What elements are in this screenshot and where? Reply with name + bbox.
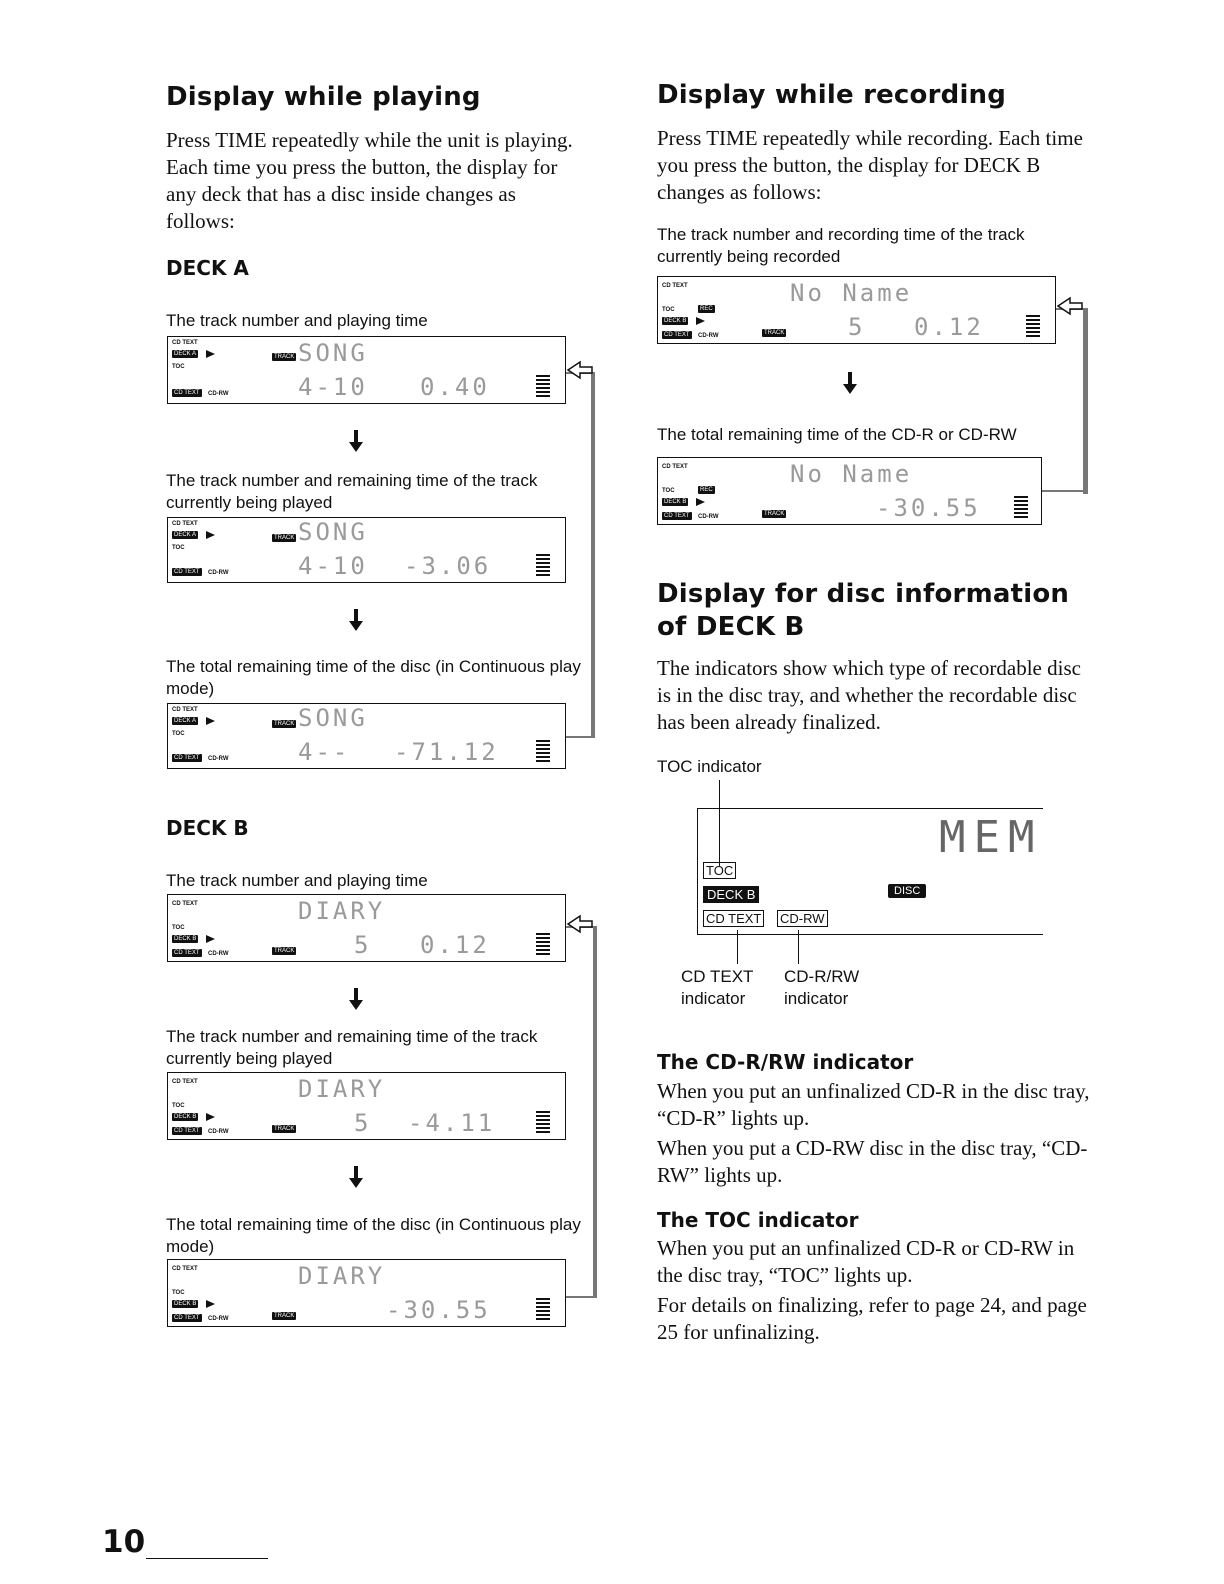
deck-a-step3-caption: The total remaining time of the disc (in Continuous play mode)	[166, 657, 581, 698]
lcd-time: 0.12	[914, 313, 984, 341]
toc-indicator-p1: When you put an unfinalized CD-R or CD-RW in the disc tray, “TOC” lights up.	[657, 1236, 1075, 1287]
loop-bracket	[593, 926, 597, 1298]
play-icon	[206, 1300, 215, 1308]
lcd-cdtext-label: CD TEXT	[172, 707, 198, 713]
lcd-cdrw-label: CD-RW	[208, 1129, 229, 1135]
lcd-deck-chip: DECK B	[174, 936, 197, 942]
lcd-line1: SONG	[298, 518, 368, 546]
lcd-track-chip: TRACK	[274, 721, 295, 727]
cdtext-pointer-line	[737, 930, 738, 964]
lcd-time: -3.06	[404, 552, 492, 580]
down-arrow-icon	[843, 372, 857, 394]
lcd-track-chip: TRACK	[274, 948, 295, 954]
lcd-cdtext-chip: CD TEXT	[174, 1128, 200, 1134]
lcd-cdrw-label: CD-RW	[208, 570, 229, 576]
section-title-playing: Display while playing	[166, 82, 481, 112]
play-icon	[696, 498, 705, 506]
lcd-track: 5	[848, 313, 866, 341]
cdrw-pointer-line	[798, 930, 799, 964]
lcd-deck-a-playing-time	[167, 336, 566, 404]
level-meter-icon	[536, 1111, 550, 1133]
lcd-cdtext-label: CD TEXT	[172, 521, 198, 527]
loop-bracket	[591, 372, 595, 738]
lcd-deck-chip: DECK B	[664, 318, 687, 324]
lcd-deck-chip: DECK B	[664, 499, 687, 505]
toc-indicator-heading: The TOC indicator	[657, 1208, 859, 1232]
lcd-deck-chip: DECK B	[174, 1114, 197, 1120]
lcd-time: 0.40	[420, 373, 490, 401]
lcd-deck-chip: DECK A	[174, 718, 197, 724]
playing-intro: Press TIME repeatedly while the unit is playing. Each time you press the button, the display for any deck that has a disc inside changes as follows:	[166, 128, 573, 233]
lcd-time: -30.55	[876, 494, 981, 522]
lcd-cdrw-label: CD-RW	[208, 391, 229, 397]
lcd-track: 4--	[298, 738, 351, 766]
lcd-cdtext-label: CD TEXT	[662, 464, 688, 470]
level-meter-icon	[536, 740, 550, 762]
lcd-toc-label: TOC	[662, 488, 675, 494]
lcd-deck-chip: DECK A	[174, 351, 197, 357]
deck-a-heading: DECK A	[166, 256, 249, 280]
lcd-rec-chip: REC	[700, 487, 713, 493]
level-meter-icon	[536, 933, 550, 955]
disc-chip: DISC	[888, 884, 926, 898]
lcd-line1: No Name	[790, 460, 913, 488]
lcd-track-chip: TRACK	[764, 330, 785, 336]
section-title-disc-info: Display for disc information of DECK B	[657, 579, 1070, 642]
down-arrow-icon	[349, 1166, 363, 1188]
lcd-cdtext-label: CD TEXT	[172, 1266, 198, 1272]
display-left-edge	[697, 808, 698, 935]
down-arrow-icon	[349, 988, 363, 1010]
lcd-track: 4-10	[298, 373, 368, 401]
lcd-track: 5	[354, 931, 372, 959]
lcd-cdtext-chip: CD TEXT	[174, 1315, 200, 1321]
deck-a-step1-caption: The track number and playing time	[166, 311, 428, 330]
lcd-track-chip: TRACK	[274, 1126, 295, 1132]
level-meter-icon	[1014, 496, 1028, 518]
rec-step2-caption: The total remaining time of the CD-R or CD-RW	[657, 425, 1017, 444]
lcd-cdrw-label: CD-RW	[208, 756, 229, 762]
loop-arrow-icon	[1056, 296, 1084, 320]
lcd-toc-label: TOC	[172, 1290, 185, 1296]
loop-bracket	[1083, 308, 1088, 494]
lcd-line1: DIARY	[298, 1075, 386, 1103]
display-bottom-edge	[697, 934, 1043, 935]
toc-chip: TOC	[703, 862, 736, 879]
lcd-track-chip: TRACK	[274, 1313, 295, 1319]
toc-indicator-p2: For details on finalizing, refer to page 24, and page 25 for unfinalizing.	[657, 1293, 1087, 1344]
loop-bracket	[566, 736, 595, 738]
page-number: 10	[102, 1524, 146, 1560]
lcd-time: -30.55	[386, 1296, 491, 1324]
rec-step1-caption: The track number and recording time of the track currently being recorded	[657, 225, 1025, 266]
cdrw-indicator-label-2: indicator	[784, 989, 849, 1008]
loop-arrow-icon	[566, 360, 594, 384]
lcd-time: -4.11	[408, 1109, 496, 1137]
play-icon	[206, 531, 215, 539]
lcd-track-chip: TRACK	[274, 354, 295, 360]
lcd-deck-chip: DECK B	[174, 1301, 197, 1307]
lcd-track: 5	[354, 1109, 372, 1137]
lcd-track: 4-10	[298, 552, 368, 580]
lcd-mem-text: MEM	[939, 812, 1043, 863]
lcd-cdtext-chip: CD TEXT	[664, 513, 690, 519]
level-meter-icon	[1026, 315, 1040, 337]
deck-b-heading: DECK B	[166, 816, 249, 840]
cdrw-indicator-heading: The CD-R/RW indicator	[657, 1050, 914, 1074]
lcd-toc-label: TOC	[662, 307, 675, 313]
level-meter-icon	[536, 375, 550, 397]
cdtext-chip: CD TEXT	[703, 910, 764, 927]
deck-b-step3-caption: The total remaining time of the disc (in Continuous play mode)	[166, 1215, 581, 1256]
loop-bracket	[1042, 490, 1088, 492]
lcd-cdrw-label: CD-RW	[208, 951, 229, 957]
lcd-cdtext-label: CD TEXT	[172, 1079, 198, 1085]
lcd-deck-b-remaining-track	[167, 1072, 566, 1140]
lcd-line1: No Name	[790, 279, 913, 307]
lcd-toc-label: TOC	[172, 545, 185, 551]
lcd-track-chip: TRACK	[764, 511, 785, 517]
cdrw-indicator-label-1: CD-R/RW	[784, 967, 860, 986]
play-icon	[206, 717, 215, 725]
level-meter-icon	[536, 554, 550, 576]
display-top-edge	[697, 808, 1043, 809]
lcd-rec-chip: REC	[700, 306, 713, 312]
loop-arrow-icon	[566, 914, 594, 938]
lcd-cdtext-chip: CD TEXT	[174, 390, 200, 396]
lcd-deck-chip: DECK A	[174, 532, 197, 538]
toc-indicator-label: TOC indicator	[657, 757, 762, 776]
lcd-toc-label: TOC	[172, 731, 185, 737]
cdtext-indicator-label-2: indicator	[681, 989, 746, 1008]
lcd-cdtext-label: CD TEXT	[172, 901, 198, 907]
loop-bracket	[566, 1296, 597, 1298]
lcd-cdtext-chip: CD TEXT	[664, 332, 690, 338]
lcd-cdtext-chip: CD TEXT	[174, 569, 200, 575]
cdtext-indicator-label-1: CD TEXT	[681, 967, 754, 986]
play-icon	[206, 350, 215, 358]
lcd-time: 0.12	[420, 931, 490, 959]
lcd-cdtext-chip: CD TEXT	[174, 950, 200, 956]
lcd-line1: SONG	[298, 339, 368, 367]
section-title-recording: Display while recording	[657, 80, 1007, 110]
lcd-track-chip: TRACK	[274, 535, 295, 541]
lcd-deck-a-remaining-disc	[167, 703, 566, 769]
lcd-recording-time	[657, 276, 1056, 344]
deck-b-step1-caption: The track number and playing time	[166, 871, 428, 890]
lcd-cdrw-label: CD-RW	[208, 1316, 229, 1322]
cdrw-indicator-p1: When you put an unfinalized CD-R in the disc tray, “CD-R” lights up.	[657, 1079, 1090, 1130]
lcd-line1: DIARY	[298, 1262, 386, 1290]
lcd-time: -71.12	[394, 738, 499, 766]
lcd-toc-label: TOC	[172, 925, 185, 931]
lcd-toc-label: TOC	[172, 1103, 185, 1109]
lcd-cdrw-label: CD-RW	[698, 333, 719, 339]
deck-a-step2-caption: The track number and remaining time of the track currently being played	[166, 471, 538, 512]
lcd-line1: DIARY	[298, 897, 386, 925]
lcd-cdrw-label: CD-RW	[698, 514, 719, 520]
deck-b-chip: DECK B	[703, 886, 759, 903]
down-arrow-icon	[349, 430, 363, 452]
cdrw-chip: CD-RW	[777, 910, 828, 927]
lcd-line1: SONG	[298, 704, 368, 732]
play-icon	[696, 317, 705, 325]
lcd-cdtext-label: CD TEXT	[172, 340, 198, 346]
page-number-rule	[146, 1558, 268, 1559]
lcd-cdtext-chip: CD TEXT	[174, 755, 200, 761]
lcd-deck-b-playing-time	[167, 894, 566, 962]
lcd-deck-a-remaining-track	[167, 517, 566, 583]
play-icon	[206, 1113, 215, 1121]
disc-info-display	[697, 808, 1043, 935]
lcd-deck-b-remaining-disc	[167, 1259, 566, 1327]
disc-info-intro: The indicators show which type of recordable disc is in the disc tray, and whether the recordable disc has been already finalized.	[657, 656, 1081, 734]
cdrw-indicator-p2: When you put a CD-RW disc in the disc tray, “CD-RW” lights up.	[657, 1136, 1088, 1187]
play-icon	[206, 935, 215, 943]
deck-b-step2-caption: The track number and remaining time of the track currently being played	[166, 1027, 538, 1068]
recording-intro: Press TIME repeatedly while recording. Each time you press the button, the display for DECK B changes as follows:	[657, 126, 1083, 204]
lcd-recording-remaining	[657, 457, 1042, 525]
down-arrow-icon	[349, 609, 363, 631]
lcd-cdtext-label: CD TEXT	[662, 283, 688, 289]
level-meter-icon	[536, 1298, 550, 1320]
lcd-toc-label: TOC	[172, 364, 185, 370]
